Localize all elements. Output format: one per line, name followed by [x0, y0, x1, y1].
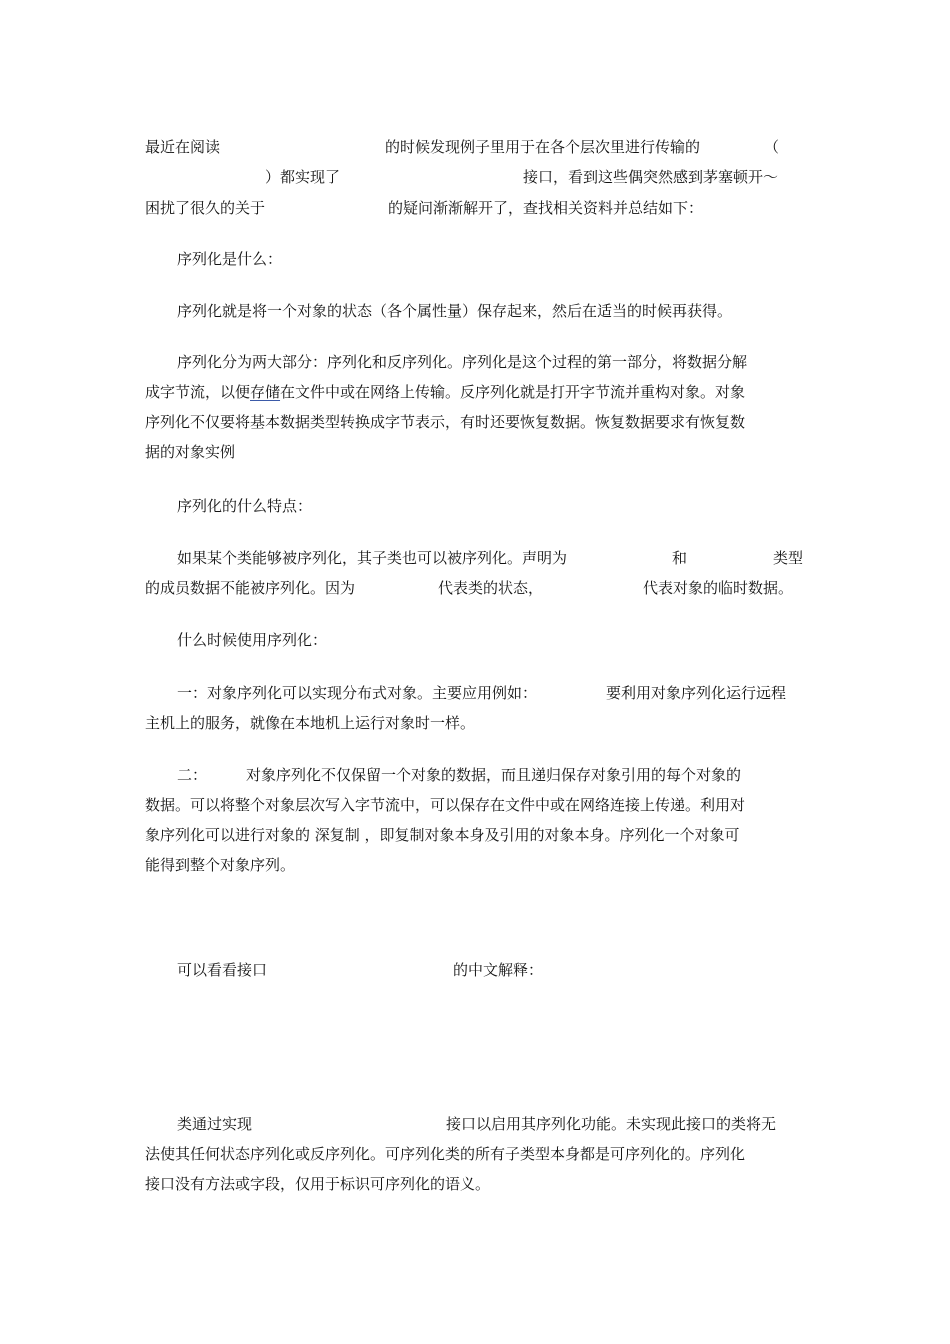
intro-text-1b: 的时候发现例子里用于在各个层次里进行传输的: [385, 138, 701, 156]
use-2a: 二：: [177, 766, 208, 784]
intro-text-2b: 接口，看到这些偶突然感到茅塞顿开～: [523, 168, 779, 186]
heading-features: 序列化的什么特点：: [177, 497, 313, 515]
intro-text-1a: 最近在阅读: [145, 138, 221, 156]
intro-text-1c: （: [764, 138, 780, 156]
parts-line-2b: 在文件中或在网络上传输。反序列化就是打开字节流并重构对象。对象: [280, 383, 746, 401]
interface-intro-b: 的中文解释：: [453, 961, 544, 979]
parts-line-2: [145, 382, 745, 402]
heading-what-is-serialization: 序列化是什么：: [177, 250, 283, 268]
javadoc-line-3: 接口没有方法或字段，仅用于标识可序列化的语义。: [145, 1175, 491, 1193]
parts-line-4: 据的对象实例: [145, 443, 236, 461]
use-1c: 主机上的服务，就像在本地机上运行对象时一样。: [145, 714, 476, 732]
use-1a: 一：对象序列化可以实现分布式对象。主要应用例如：: [177, 684, 538, 702]
intro-text-3b: 的疑问渐渐解开了，查找相关资料并总结如下：: [388, 199, 704, 217]
features-line-1a: 如果某个类能够被序列化，其子类也可以被序列化。声明为: [177, 549, 568, 567]
features-line-1b: 和: [672, 549, 688, 567]
storage-link[interactable]: 存储: [250, 383, 281, 401]
parts-line-1: 序列化分为两大部分：序列化和反序列化。序列化是这个过程的第一部分，将数据分解: [177, 353, 748, 371]
features-line-2c: 代表对象的临时数据。: [643, 579, 794, 597]
javadoc-line-2: 法使其任何状态序列化或反序列化。可序列化类的所有子类型本身都是可序列化的。序列化: [145, 1145, 746, 1163]
interface-intro-a: 可以看看接口: [177, 961, 268, 979]
features-line-1c: 类型: [773, 549, 804, 567]
definition-paragraph: 序列化就是将一个对象的状态（各个属性量）保存起来，然后在适当的时候再获得。: [177, 302, 733, 320]
intro-text-3a: 困扰了很久的关于: [145, 199, 266, 217]
use-2b: 对象序列化不仅保留一个对象的数据，而且递归保存对象引用的每个对象的: [246, 766, 742, 784]
parts-line-3: 序列化不仅要将基本数据类型转换成字节表示，有时还要恢复数据。恢复数据要求有恢复数: [145, 413, 746, 431]
use-2d: 象序列化可以进行对象的 深复制 ，即复制对象本身及引用的对象本身。序列化一个对象可: [145, 826, 740, 844]
heading-when-to-use: 什么时候使用序列化：: [177, 631, 328, 649]
javadoc-line-1a: 类通过实现: [177, 1115, 253, 1133]
parts-line-2a: 成字节流，以便: [145, 383, 251, 401]
javadoc-line-1b: 接口以启用其序列化功能。未实现此接口的类将无: [446, 1115, 777, 1133]
use-2c: 数据。可以将整个对象层次写入字节流中，可以保存在文件中或在网络连接上传递。利用对: [145, 796, 746, 814]
use-1b: 要利用对象序列化运行远程: [606, 684, 787, 702]
intro-text-2a: ）都实现了: [265, 168, 341, 186]
features-line-2b: 代表类的状态，: [438, 579, 544, 597]
use-2e: 能得到整个对象序列。: [145, 856, 296, 874]
features-line-2a: 的成员数据不能被序列化。因为: [145, 579, 356, 597]
